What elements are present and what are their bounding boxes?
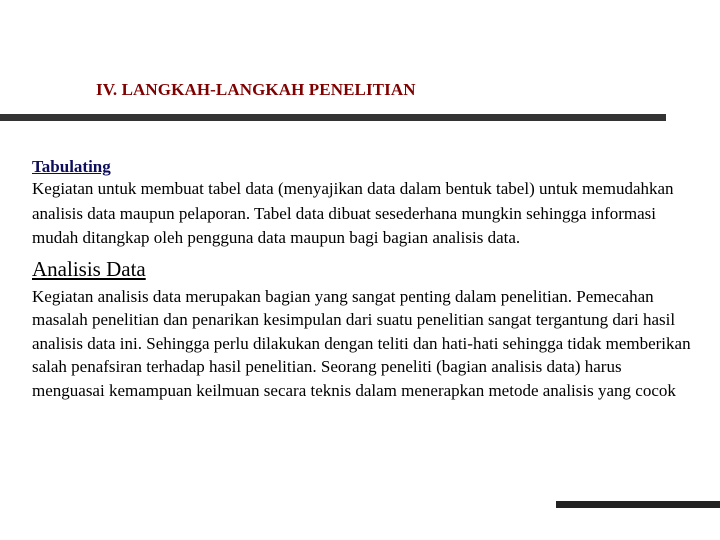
bottom-divider bbox=[556, 501, 720, 508]
title-divider bbox=[0, 114, 666, 121]
section-heading-tabulating: Tabulating bbox=[32, 157, 111, 176]
slide-content bbox=[32, 156, 692, 402]
slide-title: IV. LANGKAH-LANGKAH PENELITIAN bbox=[96, 80, 416, 99]
section-body-tabulating: Kegiatan untuk membuat tabel data (menyajikan data dalam bentuk tabel) untuk memudahkan analisis data maupun pelaporan. Tabel data dibuat sesederhana mungkin sehingga informasi mudah ditangkap oleh pengguna data maupun bagi bagian analisis data. bbox=[32, 179, 674, 247]
section-heading-analisis-data: Analisis Data bbox=[32, 256, 146, 281]
section-body-analisis-data: Kegiatan analisis data merupakan bagian yang sangat penting dalam penelitian. Pemecahan masalah penelitian dan penarikan kesimpulan dari suatu penelitian sangat tergantung dari hasil analisis data ini. Sehingga perlu dilakukan dengan teliti dan hati-hati sehingga tidak memberikan salah penafsiran terhadap hasil penelitian. Seorang peneliti (bagian analisis data) harus menguasai kemampuan keilmuan secara teknis dalam menerapkan metode analisis yang cocok bbox=[32, 286, 691, 400]
